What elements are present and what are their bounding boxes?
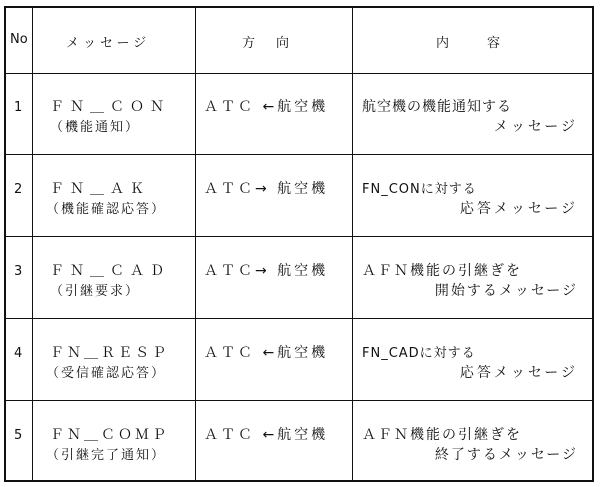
message-description: （機能通知） <box>50 120 141 135</box>
content-line-2: 応答メッセージ <box>459 201 578 217</box>
message-description: （機能確認応答） <box>46 202 167 217</box>
row-divider <box>6 73 592 74</box>
direction-cell: ＡＴＣ ←航空機 <box>204 345 329 361</box>
header-message: メッセージ <box>66 36 151 51</box>
direction-cell: ＡＴＣ→ 航空機 <box>204 181 329 197</box>
message-name: ＦＮ＿ＣＡＤ <box>50 263 170 279</box>
column-divider <box>32 8 33 480</box>
row-divider <box>6 154 592 155</box>
content-line-1: 航空機の機能通知する <box>362 99 512 115</box>
column-divider <box>352 8 353 480</box>
content-line-2: 開始するメッセージ <box>434 283 578 299</box>
header-direction: 方 向 <box>242 36 294 51</box>
row-number: 1 <box>14 100 23 115</box>
direction-cell: ＡＴＣ ←航空機 <box>204 99 329 115</box>
direction-cell: ＡＴＣ ←航空機 <box>204 427 329 443</box>
row-number: 5 <box>14 428 23 443</box>
content-line-1: FN_CADに対する <box>362 346 476 361</box>
row-divider <box>6 318 592 319</box>
content-line-1: ＡＦＮ機能の引継ぎを <box>362 427 522 443</box>
header-content: 内 容 <box>436 36 505 51</box>
message-description: （引継完了通知） <box>46 448 167 463</box>
message-description: （引継要求） <box>50 284 141 299</box>
content-line-2: 応答メッセージ <box>459 365 578 381</box>
message-name: ＦＮ＿ＣＯＭＰ <box>50 427 169 443</box>
row-divider <box>6 400 592 401</box>
row-number: 2 <box>14 182 23 197</box>
message-name: ＦＮ＿ＣＯＮ <box>50 99 170 115</box>
row-divider <box>6 236 592 237</box>
column-divider <box>195 8 196 480</box>
content-line-2: 終了するメッセージ <box>434 447 578 463</box>
message-description: （受信確認応答） <box>46 366 167 381</box>
content-line-2: メッセージ <box>493 119 578 135</box>
direction-cell: ＡＴＣ→ 航空機 <box>204 263 329 279</box>
header-no: No <box>10 32 28 47</box>
message-name: ＦＮ＿ＡＫ <box>50 181 150 197</box>
content-line-1: ＡＦＮ機能の引継ぎを <box>362 263 522 279</box>
content-line-1: FN_CONに対する <box>362 182 477 197</box>
row-number: 4 <box>14 346 23 361</box>
message-table <box>4 6 594 482</box>
message-name: ＦＮ＿ＲＥＳＰ <box>50 345 169 361</box>
row-number: 3 <box>14 264 23 279</box>
